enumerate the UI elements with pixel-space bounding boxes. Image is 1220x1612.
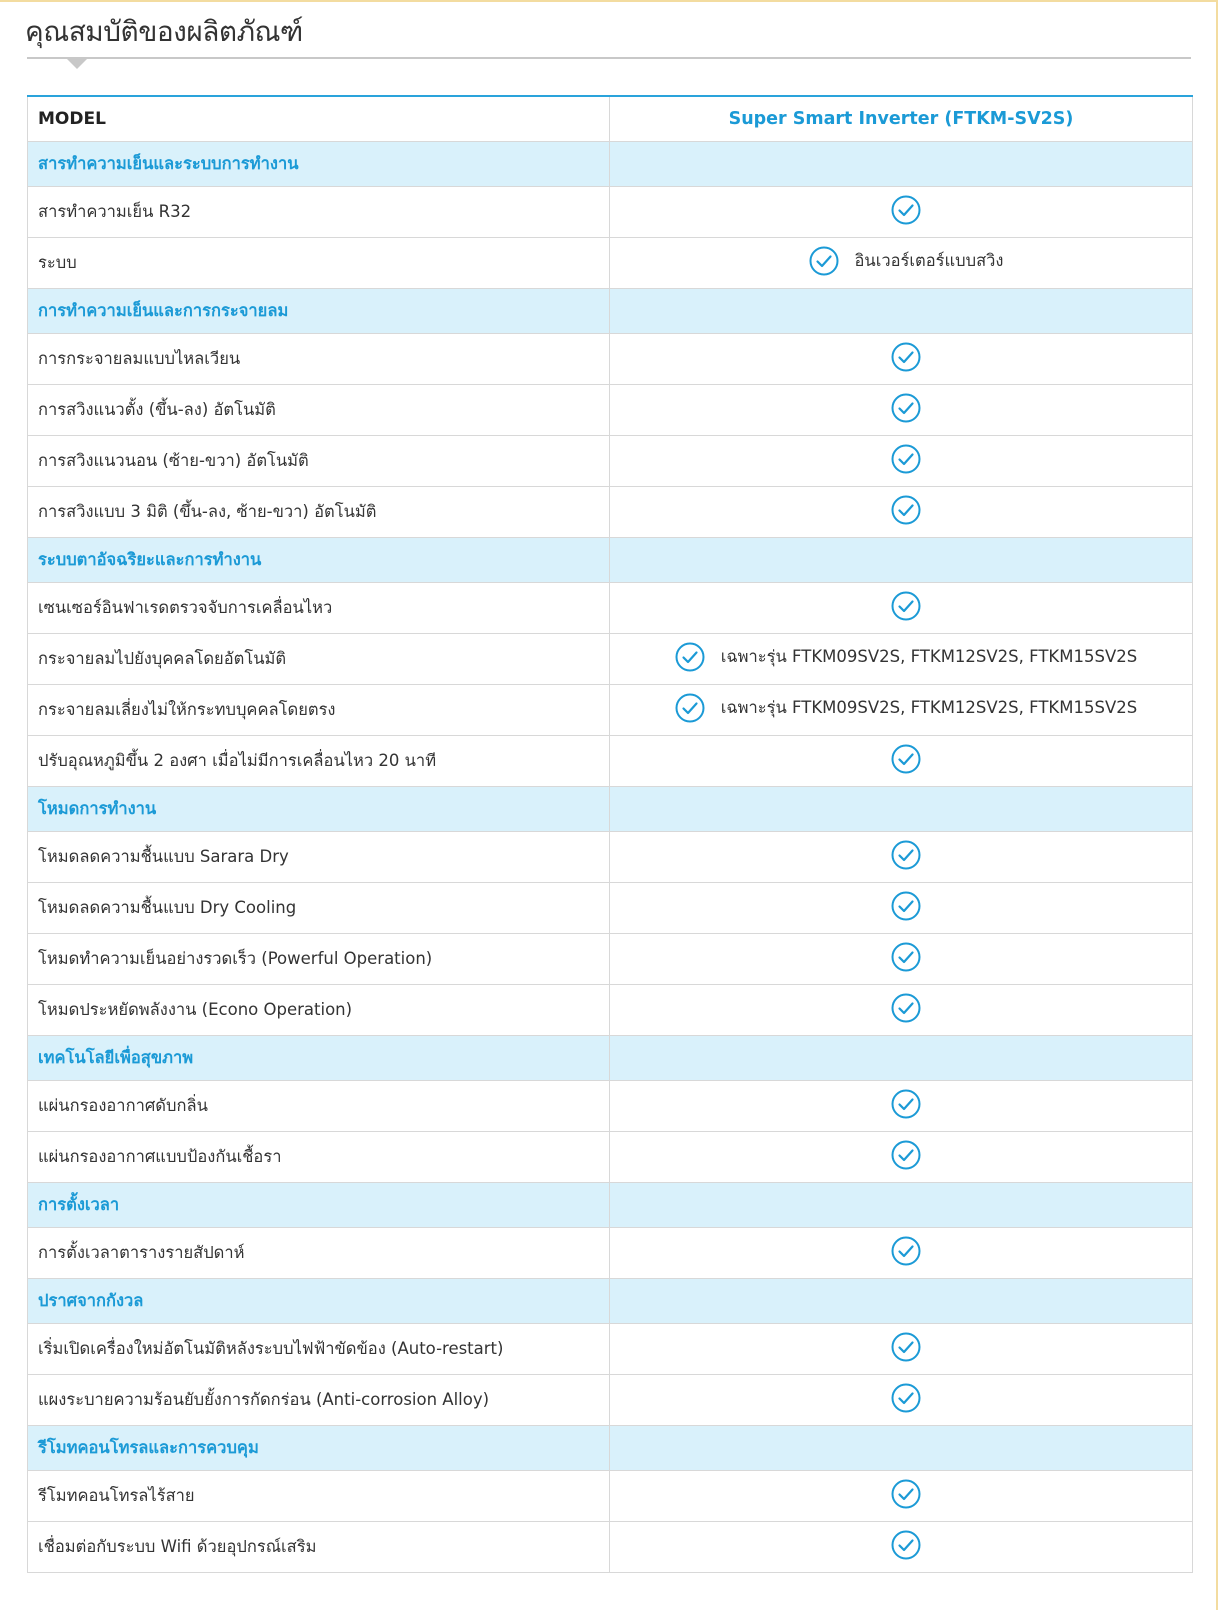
table-row xyxy=(28,583,1193,634)
feature-value-content xyxy=(891,993,921,1023)
table-row xyxy=(28,985,1193,1036)
spec-table-body xyxy=(28,96,1193,1573)
spec-table xyxy=(27,95,1193,1573)
section-title: รีโมทคอนโทรลและการควบคุม xyxy=(28,1426,610,1471)
feature-value-content xyxy=(891,1479,921,1509)
feature-value xyxy=(610,1132,1193,1183)
feature-value-content xyxy=(891,840,921,870)
table-row xyxy=(28,334,1193,385)
feature-value-content xyxy=(891,1140,921,1170)
feature-value-content xyxy=(675,693,1137,723)
model-header: MODEL xyxy=(28,96,610,142)
section-title: เทคโนโลยีเพื่อสุขภาพ xyxy=(28,1036,610,1081)
feature-label: สารทำความเย็น R32 xyxy=(28,187,610,238)
section-empty-cell xyxy=(610,787,1193,832)
feature-value xyxy=(610,832,1193,883)
check-circle-icon xyxy=(891,1383,921,1413)
feature-value-content xyxy=(891,1332,921,1362)
check-circle-icon xyxy=(675,693,705,723)
feature-value xyxy=(610,238,1193,289)
feature-value-content xyxy=(891,495,921,525)
feature-label: กระจายลมเลี่ยงไม่ให้กระทบบุคคลโดยตรง xyxy=(28,685,610,736)
section-empty-cell xyxy=(610,1426,1193,1471)
table-row xyxy=(28,1228,1193,1279)
check-circle-icon xyxy=(891,195,921,225)
feature-value xyxy=(610,385,1193,436)
table-row xyxy=(28,187,1193,238)
section-row xyxy=(28,1183,1193,1228)
feature-value-content xyxy=(891,891,921,921)
feature-label: รีโมทคอนโทรลไร้สาย xyxy=(28,1471,610,1522)
feature-value xyxy=(610,583,1193,634)
feature-value-content xyxy=(891,342,921,372)
feature-label: ปรับอุณหภูมิขึ้น 2 องศา เมื่อไม่มีการเคลื่อนไหว 20 นาที xyxy=(28,736,610,787)
feature-note: อินเวอร์เตอร์แบบสวิง xyxy=(854,251,1004,270)
section-title: ปราศจากกังวล xyxy=(28,1279,610,1324)
title-caret-icon xyxy=(66,58,88,69)
feature-label: โหมดประหยัดพลังงาน (Econo Operation) xyxy=(28,985,610,1036)
check-circle-icon xyxy=(891,942,921,972)
section-row xyxy=(28,142,1193,187)
feature-label: การตั้งเวลาตารางรายสัปดาห์ xyxy=(28,1228,610,1279)
check-circle-icon xyxy=(675,642,705,672)
feature-label: กระจายลมไปยังบุคคลโดยอัตโนมัติ xyxy=(28,634,610,685)
check-circle-icon xyxy=(891,1332,921,1362)
table-row xyxy=(28,685,1193,736)
table-row xyxy=(28,934,1193,985)
feature-value xyxy=(610,1471,1193,1522)
feature-label: แผ่นกรองอากาศดับกลิ่น xyxy=(28,1081,610,1132)
feature-value-content xyxy=(809,246,1004,276)
feature-note: เฉพาะรุ่น FTKM09SV2S, FTKM12SV2S, FTKM15SV2S xyxy=(720,647,1138,666)
feature-label: การสวิงแนวตั้ง (ขึ้น-ลง) อัตโนมัติ xyxy=(28,385,610,436)
feature-label: เซนเซอร์อินฟาเรดตรวจจับการเคลื่อนไหว xyxy=(28,583,610,634)
feature-label: เชื่อมต่อกับระบบ Wifi ด้วยอุปกรณ์เสริม xyxy=(28,1522,610,1573)
feature-label: การสวิงแบบ 3 มิติ (ขึ้น-ลง, ซ้าย-ขวา) อัตโนมัติ xyxy=(28,487,610,538)
feature-value xyxy=(610,634,1193,685)
feature-value xyxy=(610,934,1193,985)
feature-value xyxy=(610,436,1193,487)
section-title: โหมดการทำงาน xyxy=(28,787,610,832)
check-circle-icon xyxy=(891,342,921,372)
section-title: การทำความเย็นและการกระจายลม xyxy=(28,289,610,334)
check-circle-icon xyxy=(891,840,921,870)
page-title: คุณสมบัติของผลิตภัณฑ์ xyxy=(25,15,303,48)
section-empty-cell xyxy=(610,142,1193,187)
section-empty-cell xyxy=(610,289,1193,334)
feature-value-content xyxy=(891,744,921,774)
section-row xyxy=(28,289,1193,334)
section-row xyxy=(28,787,1193,832)
feature-value-content xyxy=(891,1530,921,1560)
feature-value-content xyxy=(675,642,1137,672)
feature-label: แผ่นกรองอากาศแบบป้องกันเชื้อรา xyxy=(28,1132,610,1183)
feature-label: โหมดลดความชื้นแบบ Sarara Dry xyxy=(28,832,610,883)
feature-label: การสวิงแนวนอน (ซ้าย-ขวา) อัตโนมัติ xyxy=(28,436,610,487)
feature-value xyxy=(610,883,1193,934)
section-row xyxy=(28,1426,1193,1471)
table-row xyxy=(28,736,1193,787)
check-circle-icon xyxy=(891,891,921,921)
table-row xyxy=(28,1522,1193,1573)
feature-value xyxy=(610,736,1193,787)
check-circle-icon xyxy=(891,1140,921,1170)
feature-value-content xyxy=(891,942,921,972)
feature-value-content xyxy=(891,195,921,225)
feature-value-content xyxy=(891,444,921,474)
section-title: สารทำความเย็นและระบบการทำงาน xyxy=(28,142,610,187)
feature-value xyxy=(610,334,1193,385)
table-row xyxy=(28,1132,1193,1183)
section-title: ระบบตาอัจฉริยะและการทำงาน xyxy=(28,538,610,583)
table-row xyxy=(28,385,1193,436)
table-row xyxy=(28,832,1193,883)
feature-label: การกระจายลมแบบไหลเวียน xyxy=(28,334,610,385)
feature-value xyxy=(610,1228,1193,1279)
check-circle-icon xyxy=(891,993,921,1023)
feature-value xyxy=(610,487,1193,538)
check-circle-icon xyxy=(891,393,921,423)
feature-value-content xyxy=(891,1236,921,1266)
section-row xyxy=(28,1279,1193,1324)
feature-label: แผงระบายความร้อนยับยั้งการกัดกร่อน (Anti-corrosion Alloy) xyxy=(28,1375,610,1426)
section-row xyxy=(28,1036,1193,1081)
table-row xyxy=(28,487,1193,538)
feature-value-content xyxy=(891,393,921,423)
product-header: Super Smart Inverter (FTKM-SV2S) xyxy=(610,96,1193,142)
feature-label: เริ่มเปิดเครื่องใหม่อัตโนมัติหลังระบบไฟฟ้าขัดข้อง (Auto-restart) xyxy=(28,1324,610,1375)
table-row xyxy=(28,1375,1193,1426)
table-row xyxy=(28,238,1193,289)
feature-value xyxy=(610,1324,1193,1375)
check-circle-icon xyxy=(891,1530,921,1560)
feature-value-content xyxy=(891,591,921,621)
table-row xyxy=(28,436,1193,487)
feature-note: เฉพาะรุ่น FTKM09SV2S, FTKM12SV2S, FTKM15SV2S xyxy=(720,698,1138,717)
check-circle-icon xyxy=(891,1479,921,1509)
check-circle-icon xyxy=(809,246,839,276)
feature-value xyxy=(610,685,1193,736)
table-row xyxy=(28,1471,1193,1522)
feature-value xyxy=(610,985,1193,1036)
check-circle-icon xyxy=(891,591,921,621)
feature-label: โหมดลดความชื้นแบบ Dry Cooling xyxy=(28,883,610,934)
check-circle-icon xyxy=(891,744,921,774)
section-empty-cell xyxy=(610,1183,1193,1228)
table-row xyxy=(28,1324,1193,1375)
section-empty-cell xyxy=(610,1279,1193,1324)
check-circle-icon xyxy=(891,1089,921,1119)
feature-value xyxy=(610,1375,1193,1426)
section-title: การตั้งเวลา xyxy=(28,1183,610,1228)
table-header-row xyxy=(28,96,1193,142)
feature-value xyxy=(610,1522,1193,1573)
feature-value-content xyxy=(891,1383,921,1413)
table-row xyxy=(28,883,1193,934)
table-row xyxy=(28,1081,1193,1132)
check-circle-icon xyxy=(891,495,921,525)
feature-label: โหมดทำความเย็นอย่างรวดเร็ว (Powerful Operation) xyxy=(28,934,610,985)
feature-value xyxy=(610,1081,1193,1132)
check-circle-icon xyxy=(891,444,921,474)
feature-label: ระบบ xyxy=(28,238,610,289)
section-empty-cell xyxy=(610,538,1193,583)
check-circle-icon xyxy=(891,1236,921,1266)
feature-value-content xyxy=(891,1089,921,1119)
title-divider xyxy=(27,57,1191,59)
section-row xyxy=(28,538,1193,583)
feature-value xyxy=(610,187,1193,238)
table-row xyxy=(28,634,1193,685)
section-empty-cell xyxy=(610,1036,1193,1081)
